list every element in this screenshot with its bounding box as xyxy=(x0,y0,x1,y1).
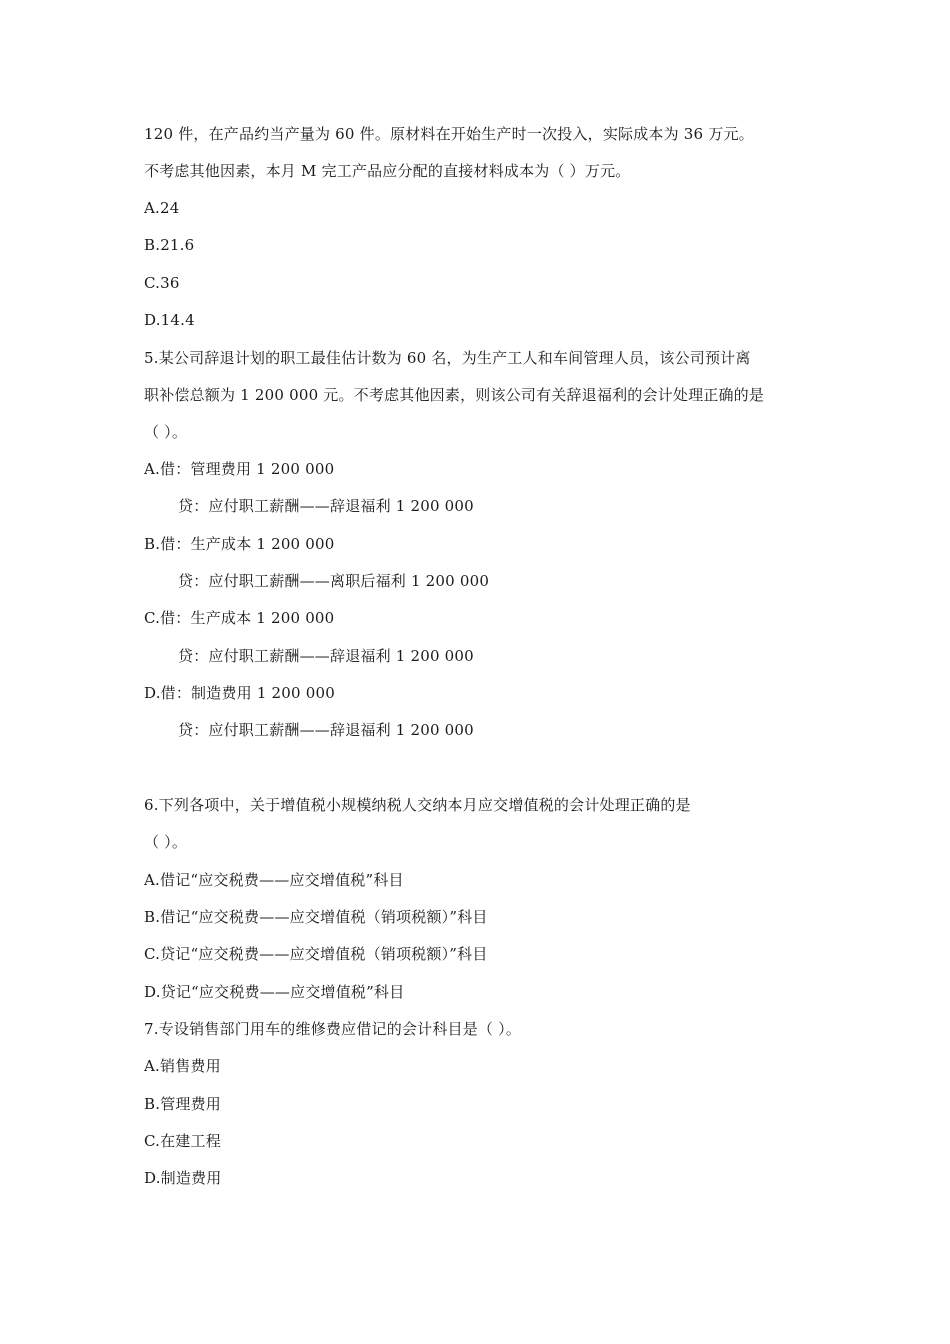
q5-option-c-debit: C.借：生产成本 1 200 000 xyxy=(144,609,335,627)
q4-option-c: C.36 xyxy=(144,274,180,292)
q6-text-line-1: 6.下列各项中，关于增值税小规模纳税人交纳本月应交增值税的会计处理正确的是 xyxy=(144,796,691,814)
q7-option-c: C.在建工程 xyxy=(144,1132,221,1150)
q5-text-line-3: （ ）。 xyxy=(144,423,188,441)
q7-option-b: B.管理费用 xyxy=(144,1095,221,1113)
q4-option-b: B.21.6 xyxy=(144,236,195,254)
q5-option-a-credit: 贷：应付职工薪酬——辞退福利 1 200 000 xyxy=(178,497,474,515)
q5-option-d-credit: 贷：应付职工薪酬——辞退福利 1 200 000 xyxy=(178,721,474,739)
q6-option-d: D.贷记“应交税费——应交增值税”科目 xyxy=(144,983,405,1001)
q6-text-line-2: （ ）。 xyxy=(144,833,188,851)
q5-option-b-debit: B.借：生产成本 1 200 000 xyxy=(144,535,335,553)
q7-text-line-1: 7.专设销售部门用车的维修费应借记的会计科目是（ ）。 xyxy=(144,1020,521,1038)
q6-option-c: C.贷记“应交税费——应交增值税（销项税额）”科目 xyxy=(144,945,488,963)
q5-text-line-2: 职补偿总额为 1 200 000 元。不考虑其他因素，则该公司有关辞退福利的会计处理正确的是 xyxy=(144,386,765,404)
q5-option-c-credit: 贷：应付职工薪酬——辞退福利 1 200 000 xyxy=(178,647,474,665)
q6-option-a: A.借记“应交税费——应交增值税”科目 xyxy=(144,871,404,889)
q4-text-line-2: 不考虑其他因素，本月 M 完工产品应分配的直接材料成本为（ ）万元。 xyxy=(144,162,631,180)
q4-text-line-1: 120 件，在产品约当产量为 60 件。原材料在开始生产时一次投入，实际成本为 36 万元。 xyxy=(144,125,754,143)
q4-option-d: D.14.4 xyxy=(144,311,195,329)
q4-option-a: A.24 xyxy=(144,199,180,217)
q5-option-b-credit: 贷：应付职工薪酬——离职后福利 1 200 000 xyxy=(178,572,490,590)
q5-option-a-debit: A.借：管理费用 1 200 000 xyxy=(144,460,335,478)
q7-option-d: D.制造费用 xyxy=(144,1169,222,1187)
q7-option-a: A.销售费用 xyxy=(144,1057,221,1075)
q6-option-b: B.借记“应交税费——应交增值税（销项税额）”科目 xyxy=(144,908,488,926)
q5-option-d-debit: D.借：制造费用 1 200 000 xyxy=(144,684,335,702)
q5-text-line-1: 5.某公司辞退计划的职工最佳估计数为 60 名，为生产工人和车间管理人员，该公司预计离 xyxy=(144,349,751,367)
